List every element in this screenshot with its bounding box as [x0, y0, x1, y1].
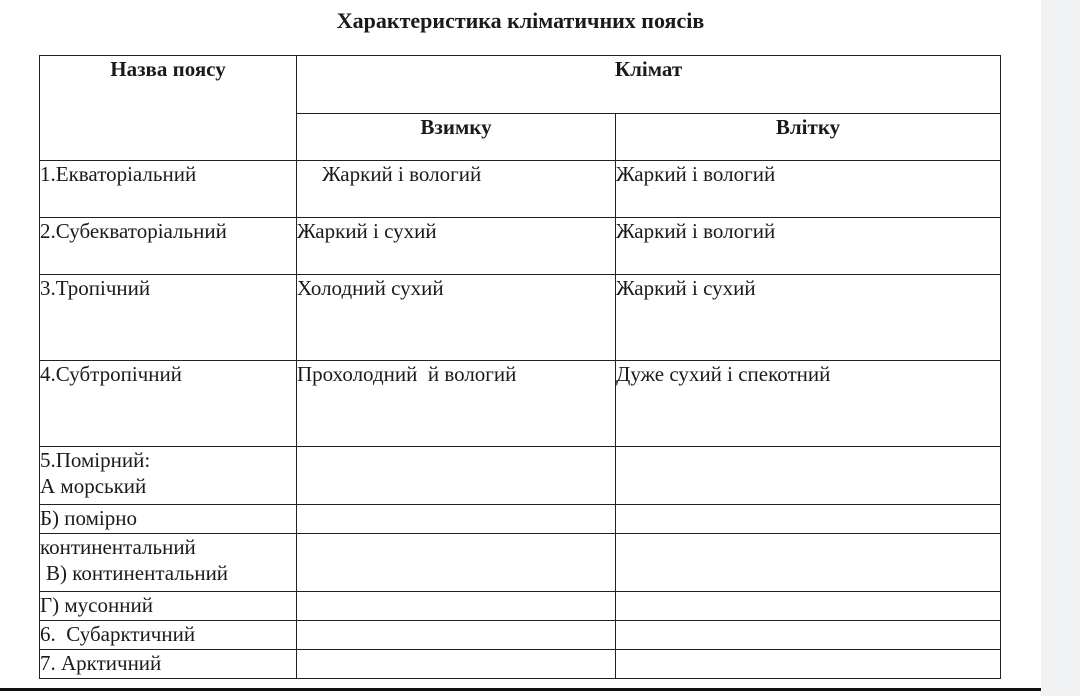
table-row — [40, 505, 1001, 534]
temperate-sea: А морський — [40, 474, 147, 498]
summer-cell — [616, 650, 1001, 679]
winter-cell: Холодний сухий — [297, 275, 616, 361]
winter-cell: Жаркий і вологий — [297, 161, 616, 218]
right-margin-strip — [1041, 0, 1080, 696]
summer-cell — [616, 505, 1001, 534]
table-row — [40, 161, 1001, 218]
winter-cell — [297, 650, 616, 679]
header-climate: Клімат — [297, 56, 1001, 114]
belt-name-cell: 2.Субекваторіальний — [40, 218, 297, 275]
winter-cell — [297, 592, 616, 621]
temperate-moderate-continued: континентальний — [40, 535, 196, 559]
summer-cell: Жаркий і вологий — [616, 161, 1001, 218]
winter-cell: Прохолодний й вологий — [297, 361, 616, 447]
summer-cell — [616, 621, 1001, 650]
summer-cell — [616, 447, 1001, 505]
belt-name-cell: 4.Субтропічний — [40, 361, 297, 447]
winter-cell: Жаркий і сухий — [297, 218, 616, 275]
page-title: Характеристика кліматичних поясів — [336, 8, 705, 33]
climate-belts-table — [39, 55, 1001, 679]
summer-cell — [616, 592, 1001, 621]
temperate-belt-cell — [40, 447, 297, 505]
belt-name-cell: 1.Екваторіальний — [40, 161, 297, 218]
header-summer: Влітку — [616, 114, 1001, 161]
header-winter: Взимку — [297, 114, 616, 161]
temperate-continental: В) континентальний — [46, 561, 229, 585]
summer-cell: Жаркий і сухий — [616, 275, 1001, 361]
winter-cell — [297, 505, 616, 534]
winter-cell — [297, 534, 616, 592]
table-row — [40, 275, 1001, 361]
header-belt-name: Назва поясу — [40, 56, 297, 161]
summer-cell: Дуже сухий і спекотний — [616, 361, 1001, 447]
bottom-rule — [0, 688, 1041, 691]
winter-cell — [297, 447, 616, 505]
table-row — [40, 621, 1001, 650]
table-row — [40, 592, 1001, 621]
temperate-title: 5.Помірний: — [40, 448, 151, 472]
table-row — [40, 534, 1001, 592]
winter-cell — [297, 621, 616, 650]
arctic-cell: 7. Арктичний — [40, 650, 297, 679]
temperate-moderate-cell: Б) помірно — [40, 505, 297, 534]
temperate-continental-cell — [40, 534, 297, 592]
temperate-monsoon-cell: Г) мусонний — [40, 592, 297, 621]
subarctic-cell: 6. Субарктичний — [40, 621, 297, 650]
belt-name-cell: 3.Тропічний — [40, 275, 297, 361]
table-row — [40, 650, 1001, 679]
table-row — [40, 447, 1001, 505]
table-row — [40, 361, 1001, 447]
summer-cell — [616, 534, 1001, 592]
table-row — [40, 218, 1001, 275]
summer-cell: Жаркий і вологий — [616, 218, 1001, 275]
